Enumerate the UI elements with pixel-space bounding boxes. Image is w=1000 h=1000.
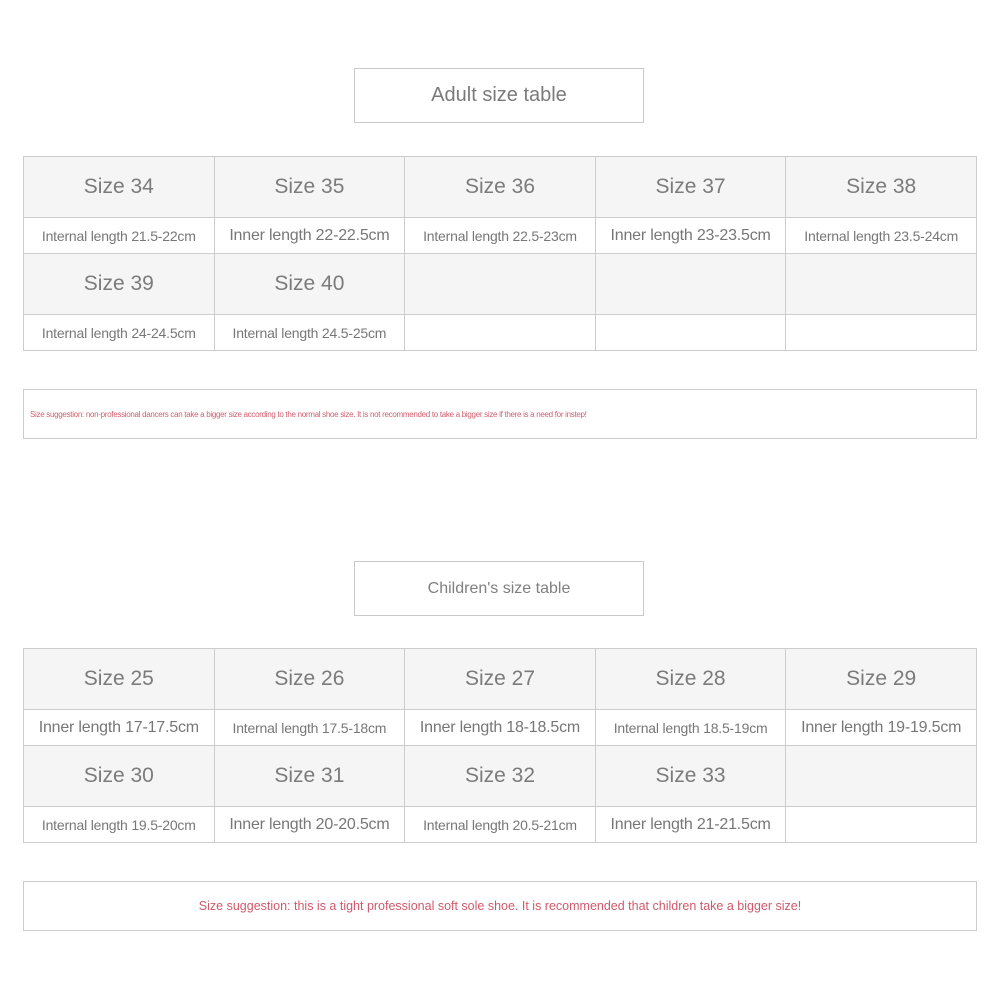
table-row: [24, 157, 977, 218]
length-cell: Internal length 24.5-25cm: [214, 315, 405, 351]
size-cell: Size 26: [214, 649, 405, 710]
adult-size-suggestion: Size suggestion: non-professional dancers can take a bigger size according to the normal shoe size. It is not recommended to take a bigger size if there is a need for instep!: [23, 389, 977, 439]
size-cell: [595, 254, 786, 315]
size-cell: Size 37: [595, 157, 786, 218]
table-row: [24, 649, 977, 710]
length-cell: Inner length 17-17.5cm: [24, 710, 215, 746]
size-cell: Size 27: [405, 649, 596, 710]
size-cell: Size 33: [595, 746, 786, 807]
size-cell: [786, 254, 977, 315]
table-row: [24, 746, 977, 807]
length-cell: Inner length 22-22.5cm: [214, 218, 405, 254]
size-cell: Size 31: [214, 746, 405, 807]
size-cell: Size 34: [24, 157, 215, 218]
length-cell: Inner length 21-21.5cm: [595, 807, 786, 843]
length-cell: Internal length 17.5-18cm: [214, 710, 405, 746]
length-cell: Internal length 20.5-21cm: [405, 807, 596, 843]
table-row: [24, 218, 977, 254]
length-cell: Inner length 19-19.5cm: [786, 710, 977, 746]
size-cell: Size 38: [786, 157, 977, 218]
length-cell: Internal length 23.5-24cm: [786, 218, 977, 254]
length-cell: [405, 315, 596, 351]
table-row: [24, 710, 977, 746]
size-cell: Size 25: [24, 649, 215, 710]
adult-size-table-title: Adult size table: [354, 68, 644, 123]
length-cell: Internal length 21.5-22cm: [24, 218, 215, 254]
table-row: [24, 254, 977, 315]
length-cell: Inner length 20-20.5cm: [214, 807, 405, 843]
length-cell: Internal length 18.5-19cm: [595, 710, 786, 746]
size-cell: Size 29: [786, 649, 977, 710]
length-cell: [786, 807, 977, 843]
size-cell: Size 35: [214, 157, 405, 218]
length-cell: [786, 315, 977, 351]
length-cell: Inner length 23-23.5cm: [595, 218, 786, 254]
size-cell: Size 39: [24, 254, 215, 315]
size-cell: [405, 254, 596, 315]
children-size-table-title: Children's size table: [354, 561, 644, 616]
size-cell: Size 36: [405, 157, 596, 218]
length-cell: Inner length 18-18.5cm: [405, 710, 596, 746]
size-cell: Size 30: [24, 746, 215, 807]
length-cell: Internal length 24-24.5cm: [24, 315, 215, 351]
table-row: [24, 807, 977, 843]
adult-size-table: [23, 156, 977, 351]
size-cell: [786, 746, 977, 807]
table-row: [24, 315, 977, 351]
size-cell: Size 28: [595, 649, 786, 710]
size-cell: Size 32: [405, 746, 596, 807]
length-cell: Internal length 22.5-23cm: [405, 218, 596, 254]
length-cell: Internal length 19.5-20cm: [24, 807, 215, 843]
size-cell: Size 40: [214, 254, 405, 315]
children-size-suggestion: Size suggestion: this is a tight professional soft sole shoe. It is recommended that children take a bigger size!: [23, 881, 977, 931]
length-cell: [595, 315, 786, 351]
children-size-table: [23, 648, 977, 843]
